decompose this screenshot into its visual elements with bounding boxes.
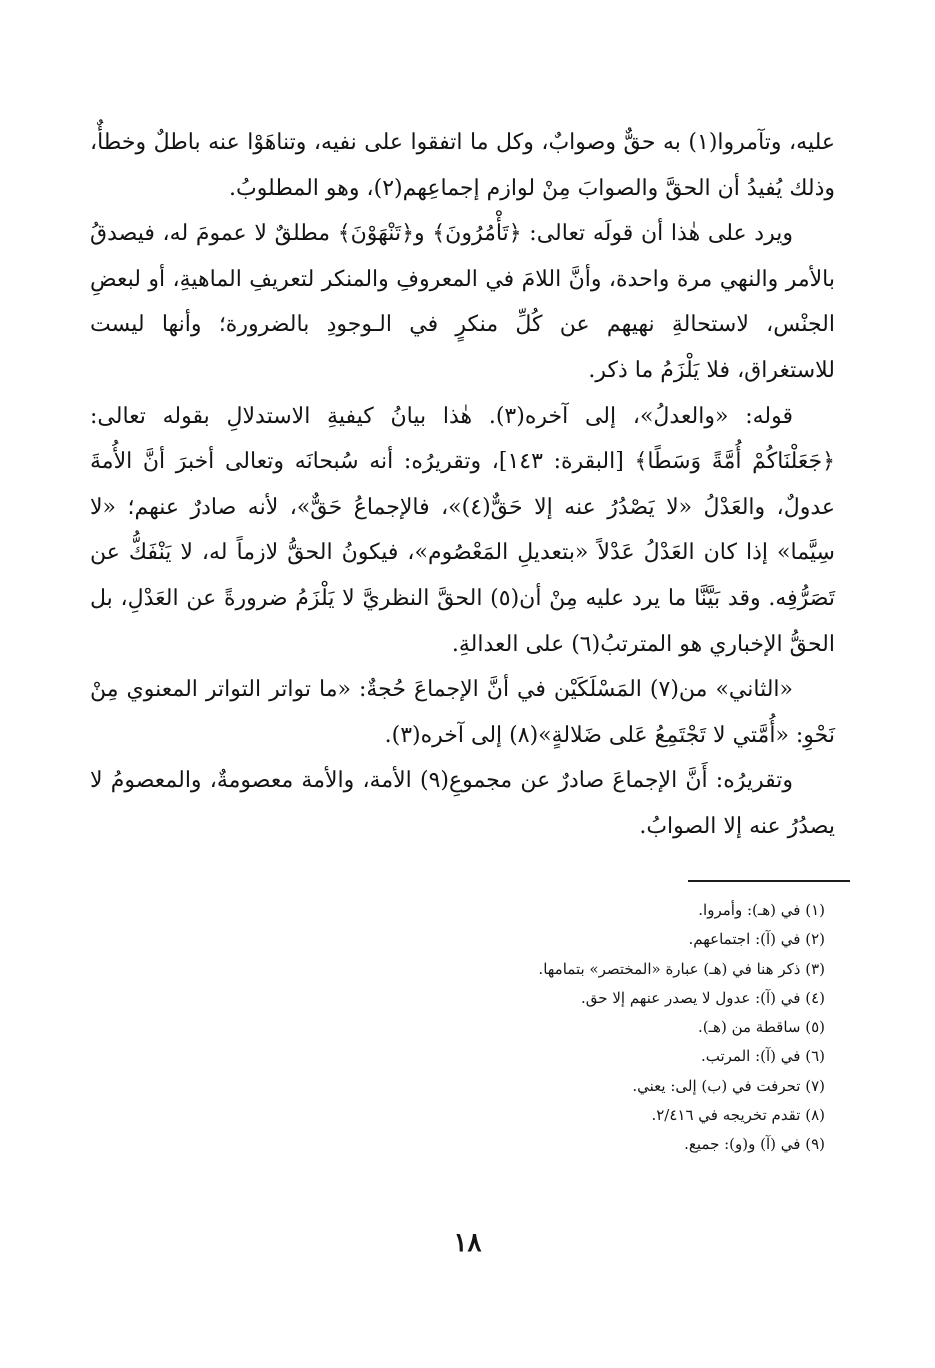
- footnote: (٣) ذكر هنا في (هـ) عبارة «المختصر» بتمامها.: [538, 959, 825, 978]
- footnote: (٢) في (آ): اجتماعهم.: [688, 930, 825, 949]
- footnotes: [90, 896, 835, 1160]
- footnote: (٦) في (آ): المرتب.: [700, 1047, 825, 1066]
- footnote: (١) في (هـ): وأمروا.: [698, 901, 825, 919]
- paragraph: وتقريرُه: أَنَّ الإجماعَ صادرٌ عن مجموعِ(٩) الأمة، والأمة معصومةٌ، والمعصومُ لا يصدُرُ عنه إلا الصوابُ.: [90, 768, 835, 839]
- paragraph: قوله: «والعدلُ»، إلى آخره(٣). هٰذا بيانُ كيفيةِ الاستدلالِ بقوله تعالى: ﴿جَعَلْنَاكُمْ أُمَّةً وَسَطًا﴾ [البقرة: ١٤٣]، وتقريرُه: أنه سُبحانَه وتعالى أخبرَ أنَّ الأُمةَ عدولٌ، والعَدْلُ «لا يَصْدُرُ عنه إلا حَقٌّ(٤)»، فالإجماعُ حَقٌّ»، لأنه صادرٌ عنهم؛ «لا سِيَّما» إذا كان العَدْلُ عَدْلاً «بتعديلِ المَعْصُوم»، فيكونُ الحقُّ لازماً له، لا يَنْفَكُّ عن تَصَرُّفِه. وقد بَيَّنَّا ما يرد عليه مِنْ أن(٥) الحقَّ النظريَّ لا يَلْزَمُ ضرورةً عن العَدْلِ، بل الحقُّ الإخباري هو المترتبُ(٦) على العدالةِ.: [90, 403, 836, 657]
- footnote: (٤) في (آ): عدول لا يصدر عنهم إلا حق.: [581, 988, 825, 1007]
- footnote: (٨) تقدم تخريجه في ٢/٤١٦.: [651, 1106, 825, 1125]
- footnote: (٧) تحرفت في (ب) إلى: يعني.: [632, 1076, 825, 1095]
- paragraph: عليه، وتآمروا(١) به حقٌّ وصوابٌ، وكل ما اتفقوا على نفيه، وتناهَوْا عنه باطلٌ وخطأٌ، وذلك يُفيدُ أن الحقَّ والصوابَ مِنْ لوازم إجماعِهم(٢)، وهو المطلوبُ.: [90, 130, 835, 201]
- footnote: (٩) في (آ) و(و): جميع.: [684, 1135, 825, 1154]
- paragraph: ويرد على هٰذا أن قولَه تعالى: ﴿تَأْمُرُونَ﴾ و﴿تَنْهَوْنَ﴾ مطلقٌ لا عمومَ له، فيصدقُ بالأمر والنهي مرة واحدة، وأنَّ اللامَ في المعروفِ والمنكر لتعريفِ الماهيةِ، أو لبعضِ الجنْس، لاستحالةِ نهيهم عن كُلِّ منكرٍ في الـوجودِ بالضرورة؛ وأنها ليست للاستغراق، فلا يَلْزَمُ ما ذكر.: [90, 221, 835, 383]
- paragraph: «الثاني» من(٧) المَسْلَكَيْن في أنَّ الإجماعَ حُجةٌ: «ما تواتر التواتر المعنوي مِنْ نَحْوِ: «أُمَّتي لا تَجْتَمِعُ عَلى ضَلالةٍ»(٨) إلى آخره(٣).: [90, 677, 835, 748]
- footnote: (٥) ساقطة من (هـ).: [698, 1018, 825, 1037]
- main-text: [90, 120, 835, 850]
- page-number: ١٨: [453, 1228, 482, 1258]
